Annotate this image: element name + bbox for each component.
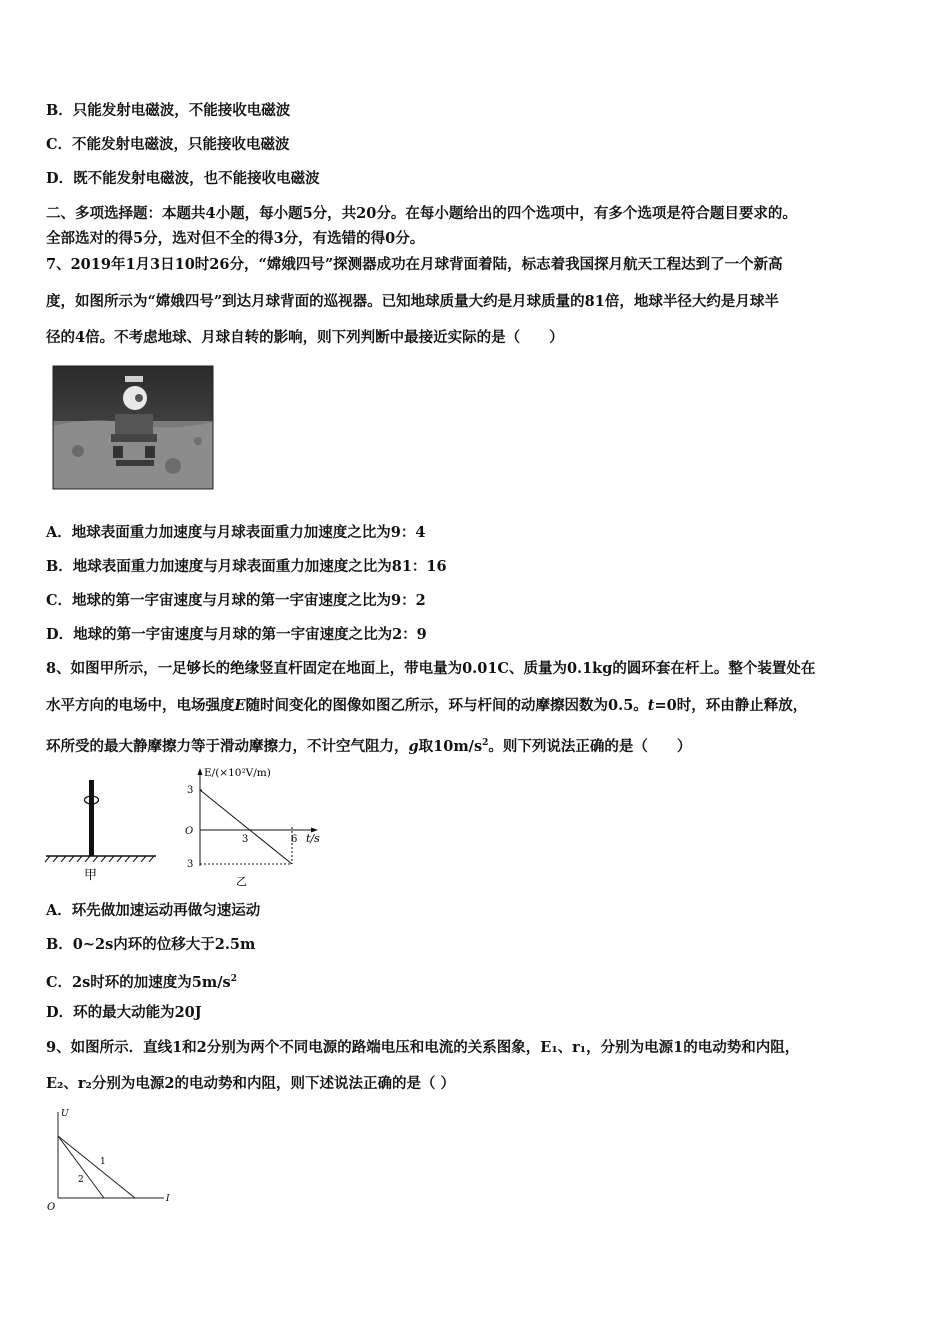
e-t-series-line [200, 790, 292, 864]
i-axis-label: I [166, 1194, 170, 1204]
y-axis-arrow [198, 768, 203, 775]
figure-jia-label: 甲 [84, 868, 98, 883]
line-2-label: 2 [78, 1175, 84, 1185]
line-1-label: 1 [100, 1157, 106, 1167]
x-tick-end: 6 [291, 834, 298, 845]
origin-label: O [185, 826, 194, 837]
q8-option-c: C．2s时环的加速度为$5m/s^2$ [46, 973, 237, 991]
section2-instructions-line1: 二、多项选择题：本题共4小题，每小题5分，共20分。在每小题给出的四个选项中，有多个选项是符合题目要求的。 [46, 205, 797, 222]
vertical-rod [89, 780, 94, 856]
q7-stem-line2: 度，如图所示为“嫦娥四号”到达月球背面的巡视器。已知地球质量大约是月球质量的81倍，地球半径大约是月球半 [46, 293, 779, 310]
q9-u-i-graph [44, 1106, 174, 1214]
section2-instructions-line2: 全部选对的得5分，选对但不全的得3分，有选错的得0分。 [46, 230, 425, 247]
q8-option-d: D．环的最大动能为20J [46, 1004, 202, 1021]
y-tick-top: 3 [187, 785, 194, 796]
q9-stem-line1: 9、如图所示．直线1和2分别为两个不同电源的路端电压和电流的关系图象，E₁、r₁，分别为电源1的电动势和内阻， [46, 1039, 800, 1056]
q7-stem-line1: 7、2019年1月3日10时26分，“嫦娥四号”探测器成功在月球背面着陆，标志着我国探月航天工程达到了一个新高 [46, 256, 783, 273]
q7-option-d: D．地球的第一宇宙速度与月球的第一宇宙速度之比为2：9 [46, 626, 427, 643]
q6-option-c: C．不能发射电磁波，只能接收电磁波 [46, 136, 290, 153]
q8-option-b: B．0~2s内环的位移大于2.5m [46, 936, 256, 953]
q7-option-a: A．地球表面重力加速度与月球表面重力加速度之比为9：4 [46, 524, 426, 541]
y-tick-bottom: 3 [187, 859, 194, 870]
x-axis-label: t/s [306, 832, 320, 845]
q9-stem-line2: E₂、r₂分别为电源2的电动势和内阻，则下述说法正确的是（ ） [46, 1075, 456, 1092]
q8-stem-line3: 环所受的最大静摩擦力等于滑动摩擦力，不计空气阻力，g取$10m/s^2$。则下列说法正确的是（ ） [46, 737, 692, 755]
q7-stem-line3: 径的4倍。不考虑地球、月球自转的影响，则下列判断中最接近实际的是（ ） [46, 329, 564, 346]
q6-option-b: B．只能发射电磁波，不能接收电磁波 [46, 102, 291, 119]
q8-stem-line1: 8、如图甲所示，一足够长的绝缘竖直杆固定在地面上，带电量为0.01C、质量为0.1kg的圆环套在杆上。整个装置处在 [46, 660, 816, 677]
figure-yi-label: 乙 [236, 875, 247, 888]
origin-label: O [47, 1202, 56, 1213]
q8-e-t-chart [182, 762, 332, 888]
q8-option-a: A．环先做加速运动再做匀速运动 [46, 902, 261, 919]
q7-option-c: C．地球的第一宇宙速度与月球的第一宇宙速度之比为9：2 [46, 592, 426, 609]
u-axis-label: U [61, 1109, 69, 1119]
q8-stem-line2: 水平方向的电场中，电场强度E随时间变化的图像如图乙所示，环与杆间的动摩擦因数为0.5。t=0时，环由静止释放， [46, 697, 808, 714]
q7-option-b: B．地球表面重力加速度与月球表面重力加速度之比为81：16 [46, 558, 447, 575]
y-axis-label: E/(×10²V/m) [204, 767, 271, 779]
q7-rover-photo [53, 366, 213, 489]
x-tick-mid: 3 [242, 834, 249, 845]
q8-figure-jia [44, 778, 158, 882]
q6-option-d: D．既不能发射电磁波，也不能接收电磁波 [46, 170, 320, 187]
